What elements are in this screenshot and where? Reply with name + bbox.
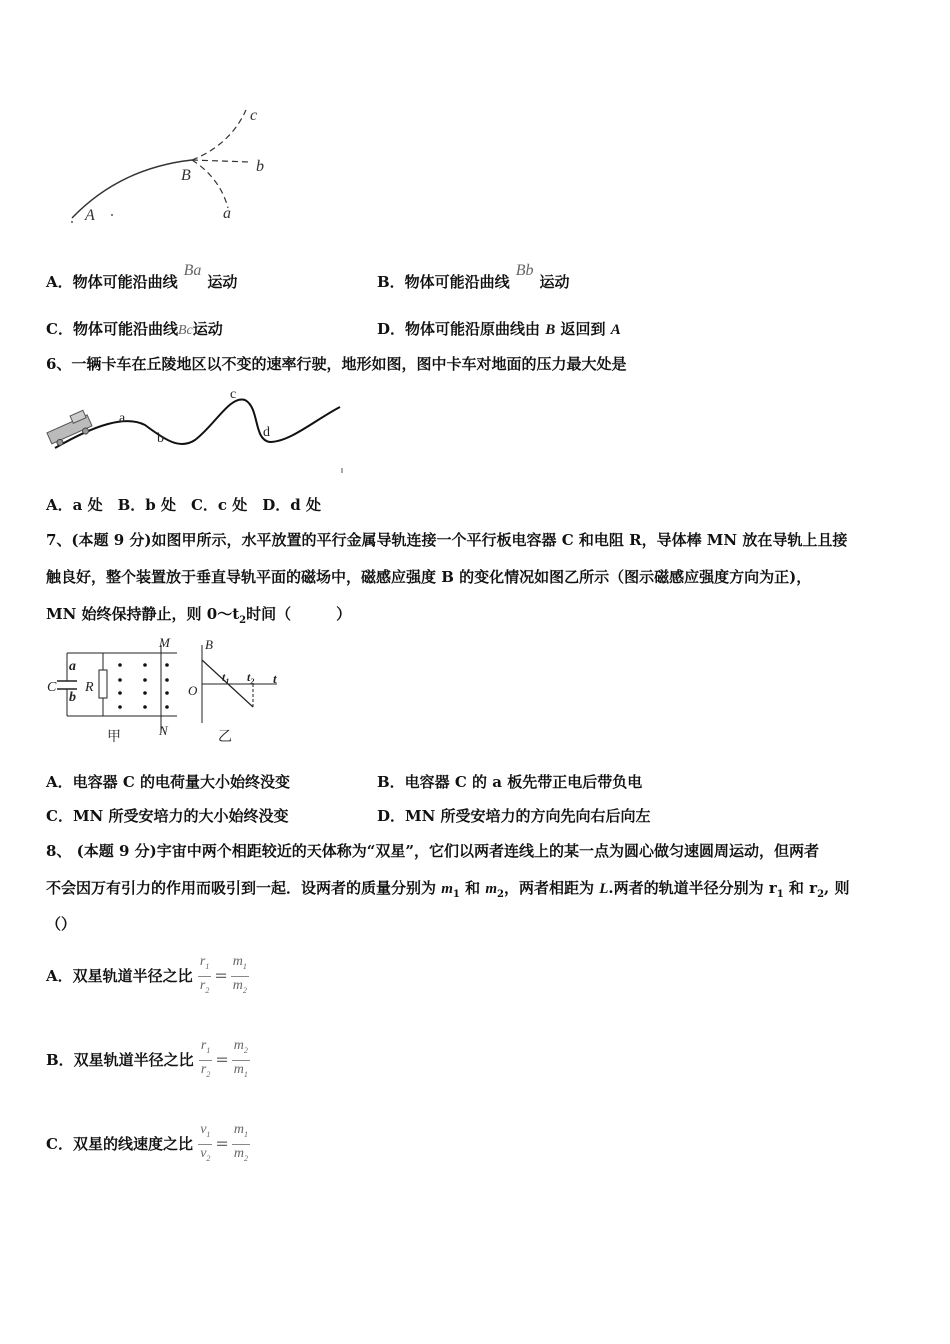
svg-text:甲: 甲 — [107, 730, 121, 745]
label-b: b — [157, 431, 164, 446]
q5-option-b: B．物体可能沿曲线Bb运动 — [377, 262, 570, 291]
road-curve — [55, 399, 340, 448]
svg-text:C: C — [47, 680, 57, 695]
q7-option-b: B．电容器 C 的 a 板先带正电后带负电 — [377, 773, 643, 791]
truck-icon — [45, 409, 94, 448]
q5-option-c: C．物体可能沿曲线Bc运动 — [46, 320, 223, 338]
q8-option-a: A．双星轨道半径之比 $\frac{r_1}{r_2}$ = $\frac{m_1}{m_2}$ — [46, 952, 249, 999]
label-a: a — [223, 205, 231, 222]
q8-line-2: 不会因万有引力的作用而吸引到一起．设两者的质量分别为 $m_1$ 和 $m_2$，两者相距为 L.两者的轨道半径分别为 $r_1$ 和 $r_2$, 则 — [46, 879, 850, 900]
figure-circuit-and-graph — [45, 635, 295, 750]
svg-text:b: b — [69, 690, 76, 705]
q7-option-d: D．MN 所受安培力的方向先向右后向左 — [377, 807, 651, 825]
dashed-line-b — [192, 160, 250, 162]
svg-text:t: t — [273, 671, 277, 686]
q7-option-a: A．电容器 C 的电荷量大小始终没变 — [46, 773, 291, 791]
ratio-m1-m2: $\frac{m_1}{m_2}$ — [233, 1121, 248, 1163]
q8-line-1: 8、 (本题 9 分)宇宙中两个相距较近的天体称为“双星”，它们以两者连线上的某一点为圆心做匀速圆周运动，但两者 — [46, 842, 819, 860]
q7-line-2: 触良好，整个装置放于垂直导轨平面的磁场中，磁感应强度 B 的变化情况如图乙所示（图示磁感应强度方向为正)， — [46, 568, 812, 586]
ratio-m1-m2: $\frac{m_1}{m_2}$ — [232, 953, 247, 995]
label-c: c — [230, 387, 237, 402]
resistor — [99, 670, 107, 698]
svg-text:t1: $t_1$ — [222, 670, 230, 686]
ratio-m2-m1: $\frac{m_2}{m_1}$ — [233, 1037, 248, 1079]
label-d: d — [263, 425, 270, 440]
dashed-curve-a — [192, 160, 228, 208]
svg-text:B: B — [205, 637, 213, 652]
label-c: c — [250, 107, 258, 124]
q8-line-3: （） — [46, 915, 77, 933]
q5-option-a: A．物体可能沿曲线Ba运动 — [46, 262, 238, 291]
svg-text:N: N — [159, 723, 168, 738]
label-b: b — [256, 158, 264, 175]
q7-line-3: MN 始终保持静止，则 $0\sim t_2$时间（ ） — [46, 605, 352, 626]
svg-text:O: O — [188, 683, 198, 698]
svg-text:a: a — [69, 659, 76, 674]
q8-option-c: C．双星的线速度之比 $\frac{v_1}{v_2}$ = $\frac{m_1}{m_2}$ — [46, 1120, 250, 1167]
label-a: a — [119, 411, 126, 426]
label-B: B — [181, 167, 191, 184]
q6-options: A．a 处 B．b 处 C．c 处 D．d 处 — [46, 496, 321, 514]
q6-stem: 6、一辆卡车在丘陵地区以不变的速率行驶，地形如图，图中卡车对地面的压力最大处是 — [46, 355, 627, 373]
ratio-v1-v2: $\frac{v_1}{v_2}$ — [200, 1121, 211, 1163]
figure-curve-abc — [60, 100, 290, 230]
ratio-r1-r2: $\frac{r_1}{r_2}$ — [200, 1037, 211, 1079]
ratio-r1-r2: $\frac{r_1}{r_2}$ — [199, 953, 210, 995]
figure-hill-road — [45, 380, 355, 480]
q5-option-d: D．物体可能沿原曲线由 B 返回到 A — [377, 320, 621, 338]
q8-option-b: B．双星轨道半径之比 $\frac{r_1}{r_2}$ = $\frac{m_2}{m_1}$ — [46, 1036, 250, 1083]
q7-line-1: 7、(本题 9 分)如图甲所示，水平放置的平行金属导轨连接一个平行板电容器 C 和电阻 R，导体棒 MN 放在导轨上且接 — [46, 531, 848, 549]
svg-text:R: R — [85, 680, 94, 695]
q7-option-c: C．MN 所受安培力的大小始终没变 — [46, 807, 289, 825]
svg-text:乙: 乙 — [218, 730, 232, 745]
dashed-curve-c — [192, 110, 246, 160]
svg-text:M: M — [159, 635, 170, 650]
label-A: A — [85, 207, 95, 224]
svg-text:t2: $t_2$ — [247, 670, 255, 686]
